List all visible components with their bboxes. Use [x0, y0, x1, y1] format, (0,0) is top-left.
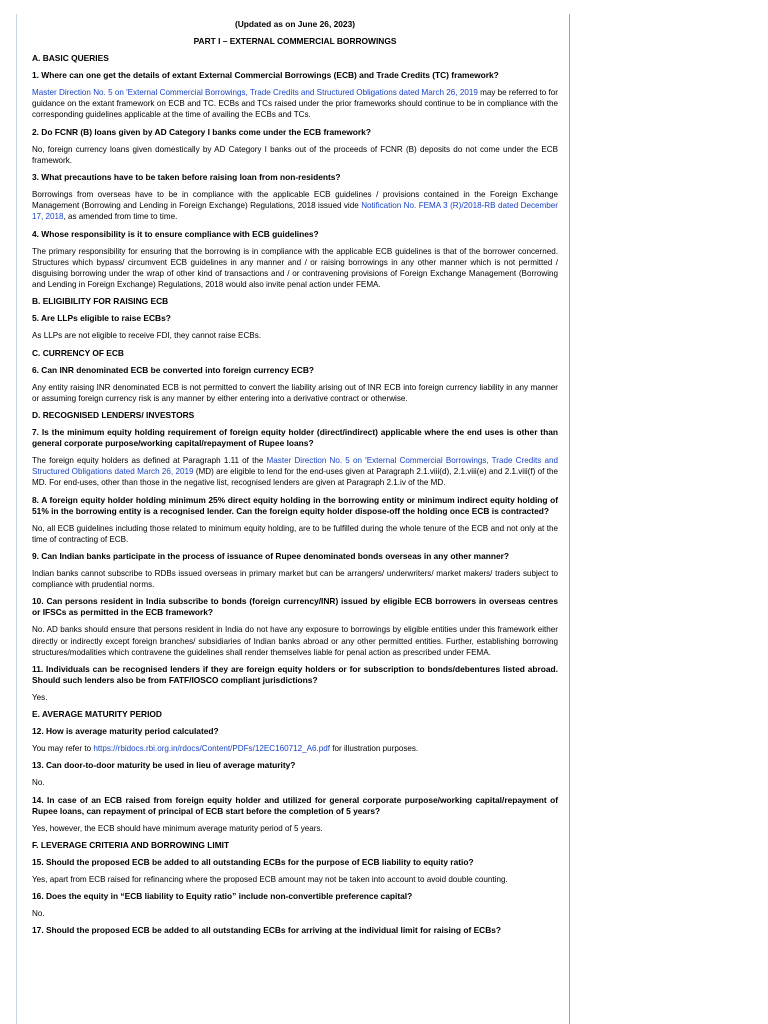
question-5: 5. Are LLPs eligible to raise ECBs? — [32, 313, 171, 324]
question-4: 4. Whose responsibility is it to ensure compliance with ECB guidelines? — [32, 228, 319, 239]
question-11: 11. Individuals can be recognised lenders if they are foreign equity holders or for subscription to bonds/debentures listed abroad. Should such lenders also be from FATF/IOSCO compliant jurisdictions? — [32, 664, 558, 686]
answer-16: No. — [32, 909, 45, 919]
answer-5: As LLPs are not eligible to receive FDI, they cannot raise ECBs. — [32, 331, 261, 341]
answer-3 — [32, 189, 558, 223]
answer-9: Indian banks cannot subscribe to RDBs issued overseas in primary market but can be arrangers/ underwriters/ market makers/ traders subject to compliance with prudential norms. — [32, 569, 558, 590]
answer-10: No. AD banks should ensure that persons resident in India do not have any exposure to borrowings by eligible entities under this framework either directly or indirectly except foreign branches/ subsidiaries of Indian banks abroad or any other permitted entities. Further, establishing borrowing structures/modalities which contravene the guidelines shall render themselves liable for penal action as prescribed under FEMA. — [32, 625, 558, 657]
answer-3-text: Borrowings from overseas have to be in compliance with the applicable ECB guidelines / provisions contained in the Foreign Exchange Management (Borrowing and Lending in Foreign Exchange) Regulations, 2018 issued vide — [32, 190, 558, 211]
question-9: 9. Can Indian banks participate in the process of issuance of Rupee denominated bonds overseas in any other manner? — [32, 551, 510, 562]
question-3: 3. What precautions have to be taken before raising loan from non-residents? — [32, 172, 341, 183]
answer-8: No, all ECB guidelines including those related to minimum equity holding, are to be fulfilled during the whole tenure of the ECB and not only at the time of contracting of ECB. — [32, 523, 558, 544]
answer-12 — [32, 743, 558, 754]
section-heading-maturity: E. AVERAGE MATURITY PERIOD — [32, 709, 162, 720]
answer-12-text: You may refer to — [32, 744, 94, 754]
answer-14: Yes, however, the ECB should have minimum average maturity period of 5 years. — [32, 823, 323, 833]
answer-1-text: may be referred to for guidance on the extant framework on ECB and TC. ECBs and TCs raised under the prior frameworks should continue to be in compliance with the corresponding guidelines applicable at the time of availing the ECBs and TCs. — [32, 88, 559, 120]
answer-1 — [32, 87, 558, 121]
answer-7 — [32, 455, 558, 489]
updated-date: (Updated as on June 26, 2023) — [234, 19, 356, 29]
question-14: 14. In case of an ECB raised from foreign equity holder and utilized for general corporate purpose/working capital/repayment of Rupee loans, can repayment of principal of ECB start before the completion of 5 years? — [32, 794, 558, 816]
master-direction-link[interactable]: Master Direction No. 5 on 'External Commercial Borrowings, Trade Credits and Structured Obligations dated March 26, 2019 — [32, 88, 478, 97]
question-15: 15. Should the proposed ECB be added to all outstanding ECBs for the purpose of ECB liability to equity ratio? — [32, 856, 474, 867]
fema-notification-link[interactable]: Notification No. FEMA 3 (R)/2018-RB dated December 17, 2018 — [32, 201, 558, 222]
master-direction-link-2[interactable]: Master Direction No. 5 on 'External Commercial Borrowings, Trade Credits and Structured Obligations dated March 26, 2019 — [32, 456, 558, 477]
answer-3-tail: , as amended from time to time. — [63, 212, 178, 222]
answer-2: No, foreign currency loans given domestically by AD Category I banks out of the proceeds of FCNR (B) deposits do not come under the ECB framework. — [32, 144, 558, 165]
answer-6: Any entity raising INR denominated ECB is not permitted to convert the liability arising out of INR ECB into foreign currency liability in any manner or assuming foreign currency risk is any manner by either entering into a derivative contract or otherwise. — [32, 382, 558, 403]
answer-15: Yes, apart from ECB raised for refinancing where the proposed ECB amount may not be taken into account to avoid double counting. — [32, 874, 508, 884]
section-heading-currency: C. CURRENCY OF ECB — [32, 347, 124, 358]
section-heading-eligibility: B. ELIGIBILITY FOR RAISING ECB — [32, 296, 169, 307]
section-heading-leverage: F. LEVERAGE CRITERIA AND BORROWING LIMIT — [32, 839, 230, 850]
answer-11: Yes. — [32, 693, 48, 703]
part-title: PART I – EXTERNAL COMMERCIAL BORROWINGS — [193, 36, 397, 46]
question-7: 7. Is the minimum equity holding requirement of foreign equity holder (direct/indirect) applicable where the end uses is other than general corporate purpose/working capital/repayment of Rupee loans? — [32, 427, 558, 449]
answer-7-text: The foreign equity holders as defined at Paragraph 1.11 of the — [32, 456, 267, 466]
document-page — [32, 19, 558, 942]
answer-13: No. — [32, 778, 45, 788]
question-2: 2. Do FCNR (B) loans given by AD Category I banks come under the ECB framework? — [32, 126, 371, 137]
question-16: 16. Does the equity in “ECB liability to Equity ratio” include non-convertible preference capital? — [32, 891, 413, 902]
answer-7-tail: (MD) are eligible to lend for the end-uses given at Paragraph 2.1.viii(d), 2.1.viii(e) and 2.1.viii(f) of the MD. For end-uses, other than those in the negative list, recognised lenders are given at Paragraph 2.1.iv of the MD. — [32, 467, 558, 488]
question-10: 10. Can persons resident in India subscribe to bonds (foreign currency/INR) issued by eligible ECB borrowers in overseas centres or IFSCs as permitted in the ECB framework? — [32, 596, 558, 618]
question-6: 6. Can INR denominated ECB be converted into foreign currency ECB? — [32, 364, 315, 375]
question-17: 17. Should the proposed ECB be added to all outstanding ECBs for arriving at the individual limit for raising of ECBs? — [32, 925, 502, 936]
section-heading-lenders: D. RECOGNISED LENDERS/ INVESTORS — [32, 410, 195, 421]
question-8: 8. A foreign equity holder holding minimum 25% direct equity holding in the borrowing entity or minimum indirect equity holding of 51% in the borrowing entity is a recognised lender. Can the foreign equity holder dispose-off the holding once ECB is contracted? — [32, 494, 558, 516]
question-1: 1. Where can one get the details of extant External Commercial Borrowings (ECB) and Trade Credits (TC) framework? — [32, 70, 499, 80]
question-12: 12. How is average maturity period calculated? — [32, 726, 219, 737]
answer-12-tail: for illustration purposes. — [330, 744, 419, 754]
section-heading-basic-queries: A. BASIC QUERIES — [32, 53, 109, 63]
question-13: 13. Can door-to-door maturity be used in lieu of average maturity? — [32, 760, 296, 771]
illustration-pdf-link[interactable]: https://rbidocs.rbi.org.in/rdocs/Content/PDFs/12EC160712_A6.pdf — [93, 744, 330, 754]
answer-4: The primary responsibility for ensuring that the borrowing is in compliance with the applicable ECB guidelines is that of the borrower concerned. Structures which bypass/ circumvent ECB guidelines in any manner and / or raising borrowings in any other manner which is not permitted / disguising borrowing under the wrap of other kind of transactions and / or contravening provisions of Foreign Exchange Management (Borrowing and Lending in Foreign Exchange) Regulations, 2018 would also invite penal action under FEMA. — [32, 246, 558, 290]
